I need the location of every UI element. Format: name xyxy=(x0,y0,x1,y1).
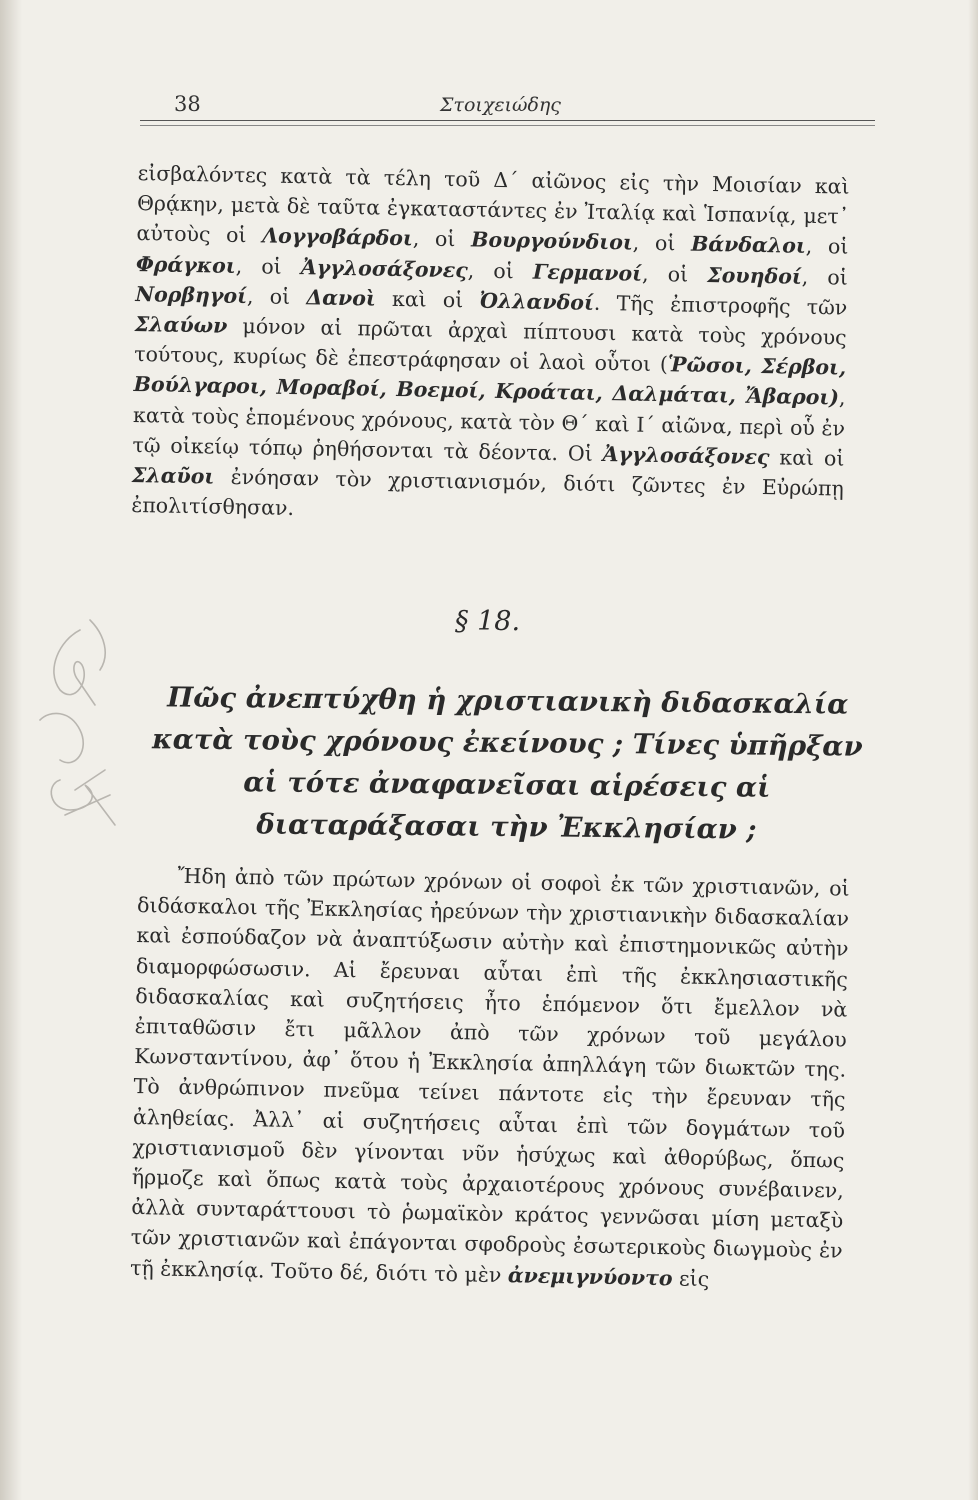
name-vandals: Βάνδαλοι xyxy=(690,232,807,259)
name-swedes: Σουηδοί xyxy=(707,262,803,289)
pencil-marginalia-scribble xyxy=(20,610,140,840)
page-edge-shadow xyxy=(968,0,978,1500)
page-number: 38 xyxy=(174,92,201,116)
name-franks: Φράγκοι xyxy=(135,251,236,278)
name-lombards: Λογγοβάρδοι xyxy=(262,223,414,251)
running-title: Στοιχειώδης xyxy=(440,94,561,116)
name-danes: Δανοὶ xyxy=(306,285,377,311)
paragraph-body: Ἤδη ἀπὸ τῶν πρώτων χρόνων οἱ σοφοὶ ἐκ τῶν χριστιανῶν, οἱ διδάσκαλοι τῆς Ἐκκλησίας ἠρεύνων τὴν χριστιανικὴν διδασκαλίαν καὶ ἐσπούδαζον νὰ ἀναπτύξωσιν αὐτὴν καὶ ἐπιστημονικῶς αὐτὴν διαμορφώσωσιν. Αἱ ἔρευναι αὗται ἐπὶ τῆς ἐκκλησιαστικῆς διδασκαλίας καὶ συζητήσεις ἦτο ἑπόμενον ὅτι ἔμελλον νὰ ἐπιταθῶσιν ἔτι μᾶλλον ἀπὸ τῶν χρόνων τοῦ μεγάλου Κωνσταντίνου, ἀφ᾿ ὅτου ἡ Ἐκκλησία ἀπηλλάγη τῶν διωκτῶν της. Τὸ ἀνθρώπινον πνεῦμα τείνει πάντοτε εἰς τὴν ἔρευναν τῆς ἀληθείας. Ἀλλ᾿ αἱ συζητήσεις αὗται ἐπὶ τῶν δογμάτων τοῦ χριστιανισμοῦ δὲν γίνονται νῦν ἡσύχως καὶ ἀθορύβως, ὅπως ἥρμοζε καὶ ὅπως κατὰ τοὺς ἀρχαιοτέρους χρόνους συνέβαινεν, ἀλλὰ συνταράττουσι τὸ ῥωμαϊκὸν κράτος γεννῶσαι μίση μεταξὺ τῶν χριστιανῶν καὶ ἐπάγονται σφοδροὺς ἐσωτερικοὺς διωγμοὺς ἐν τῇ ἐκκλησίᾳ. Τοῦτο δέ, διότι τὸ μὲν ἀνεμιγνύοντο εἰς xyxy=(129,863,850,1291)
paragraph-continuation: εἰσβαλόντες κατὰ τὰ τέλη τοῦ Δ΄ αἰῶνος εἰς τὴν Μοισίαν καὶ Θρᾴκην, μετὰ δὲ ταῦτα ἐγκαταστάντες ἐν Ἰταλίᾳ καὶ Ἱσπανίᾳ, μετ᾿ αὐτοὺς οἱ Λογγοβάρδοι, οἱ Βουργούνδιοι, οἱ Βάνδαλοι, οἱ Φράγκοι, οἱ Ἀγγλοσάξονες, οἱ Γερμανοί, οἱ Σουηδοί, οἱ Νορβηγοί, οἱ Δανοὶ καὶ οἱ Ὀλλανδοί. Τῆς ἐπιστροφῆς τῶν Σλαύων μόνον αἱ πρῶται ἀρχαὶ πίπτουσι κατὰ τοὺς χρόνους τούτους, κυρίως δὲ ἐπεστράφησαν οἱ λαοὶ οὗτοι (Ῥῶσοι, Σέρβοι, Βούλγαροι, Μοραβοί, Βοεμοί, Κροάται, Δαλμάται, Ἄβαροι), κατὰ τοὺς ἑπομένους χρόνους, κατὰ τὸν Θ΄ καὶ Ι΄ αἰῶνα, περὶ οὗ ἐν τῷ οἰκείῳ τόπῳ ῥηθήσονται τὰ δέοντα. Οἱ Ἀγγλοσάξονες καὶ οἱ Σλαῦοι ἐνόησαν τὸν χριστιανισμόν, διότι ζῶντες ἐν Εὐρώπῃ ἐπολιτίσθησαν. xyxy=(131,160,850,521)
name-slavs: Σλαύων xyxy=(134,311,228,338)
name-germans: Γερμανοί xyxy=(532,259,643,286)
name-anglosaxons: Ἀγγλοσάξονες xyxy=(300,254,468,282)
name-anglosaxons-2: Ἀγγλοσάξονες xyxy=(602,441,770,470)
name-norwegians: Νορβηγοί xyxy=(135,281,248,308)
page-gutter-shadow xyxy=(0,0,22,1500)
section-number: § 18. xyxy=(455,606,521,637)
name-slavs-2: Σλαῦοι xyxy=(131,462,215,489)
name-list-slavic-peoples: Ῥῶσοι, Σέρβοι, Βούλγαροι, Μοραβοί, Βοεμοί, Κροάται, Δαλμάται, Ἄβαροι) xyxy=(133,352,847,410)
header-rule-thin xyxy=(140,125,875,126)
emphasis-word: ἀνεμιγνύοντο xyxy=(507,1262,673,1290)
name-burgundians: Βουργούνδιοι xyxy=(470,227,634,255)
section-heading: Πῶς ἀνεπτύχθη ἡ χριστιανικὴ διδασκαλία κατὰ τοὺς χρόνους ἐκείνους ; Τίνες ὑπῆρξαν αἱ τότε ἀναφανεῖσαι αἱρέσεις αἱ διαταράξασαι τὴν Ἐκκλησίαν ; xyxy=(151,681,863,846)
name-dutch: Ὀλλανδοί xyxy=(479,288,595,315)
header-rule xyxy=(140,120,875,121)
page-header xyxy=(140,92,875,128)
